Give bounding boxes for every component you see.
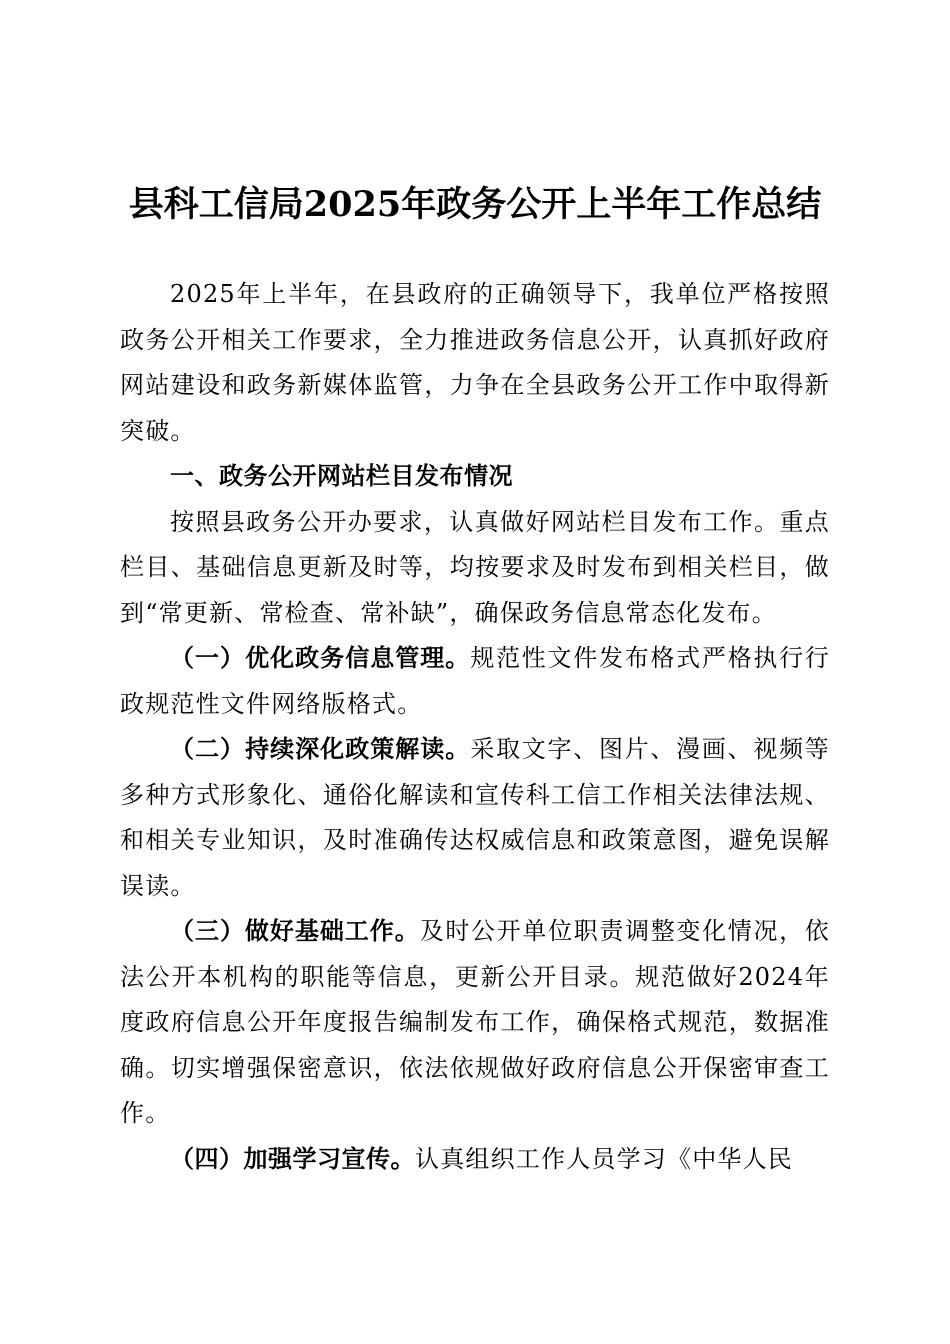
item-paragraph-1	[120, 636, 830, 727]
item-text-2: 采取文字、图片、漫画、视频等多种方式形象化、通俗化解读和宣传科工信工作相关法律法规、和相关专业知识，及时准确传达权威信息和政策意图，避免误解误读。	[120, 735, 831, 900]
item-lead-2: （二）持续深化政策解读。	[170, 735, 471, 763]
item-paragraph-2	[120, 727, 830, 909]
item-text-4: 认真组织工作人员学习《中华人民	[415, 1144, 793, 1173]
item-paragraph-3	[120, 909, 830, 1137]
item-lead-1: （一）优化政务信息管理。	[170, 644, 471, 672]
document-title: 县科工信局2025年政务公开上半年工作总结	[128, 184, 822, 225]
item-lead-3: （三）做好基础工作。	[170, 917, 420, 945]
intro-paragraph: 2025年上半年，在县政府的正确领导下，我单位严格按照政务公开相关工作要求，全力推进政务信息公开，认真抓好政府网站建设和政务新媒体监管，力争在全县政务公开工作中取得新突破。	[120, 280, 830, 445]
item-paragraph-4	[120, 1137, 830, 1183]
item-text-3: 及时公开单位职责调整变化情况，依法公开本机构的职能等信息，更新公开目录。规范做好2024年度政府信息公开年度报告编制发布工作，确保格式规范，数据准确。切实增强保密意识，依法依规做好政府信息公开保密审查工作。	[120, 917, 830, 1127]
section-heading: 一、政务公开网站栏目发布情况	[170, 462, 513, 490]
section-paragraph: 按照县政务公开办要求，认真做好网站栏目发布工作。重点栏目、基础信息更新及时等，均按要求及时发布到相关栏目，做到“常更新、常检查、常补缺”，确保政务信息常态化发布。	[120, 507, 830, 627]
item-lead-4: （四）加强学习宣传。	[170, 1144, 415, 1173]
item-text-1: 规范性文件发布格式严格执行行政规范性文件网络版格式。	[120, 644, 831, 718]
document-body	[120, 272, 830, 1182]
